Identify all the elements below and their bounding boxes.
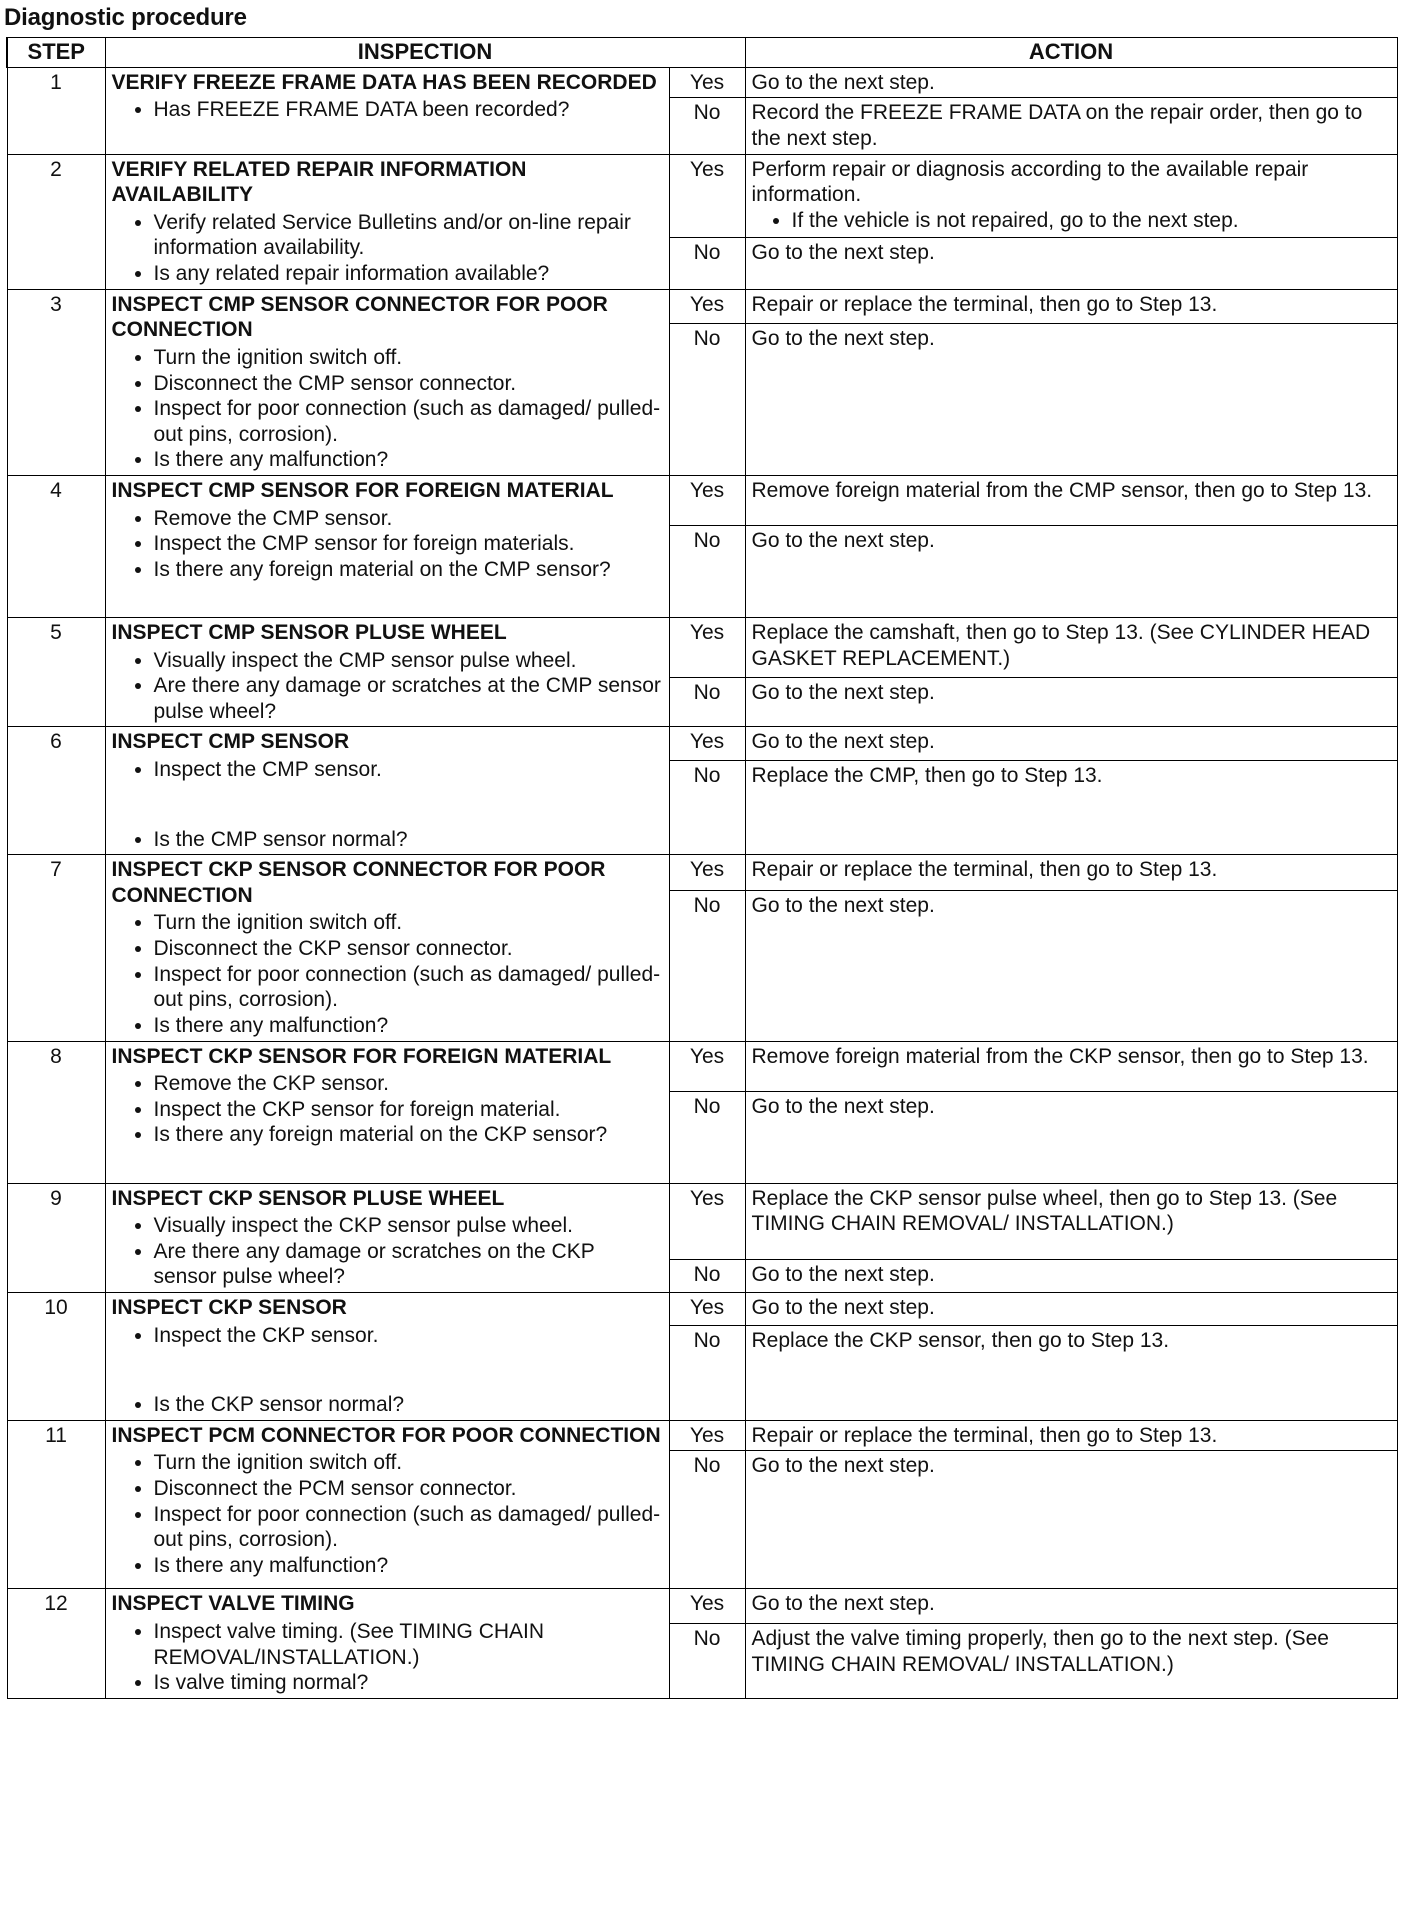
inspection-cell [105,289,669,475]
action-cell [745,98,1397,154]
action-text: Go to the next step. [751,1295,935,1319]
action-cell [745,67,1397,98]
step-number: 7 [7,855,105,1041]
step-number: 4 [7,475,105,617]
header-action: ACTION [745,38,1397,68]
inspection-bullet: • Disconnect the CMP sensor connector. [154,371,663,397]
action-cell [745,289,1397,323]
inspection-bullet: • Inspect the CKP sensor for foreign material. [154,1097,663,1123]
inspection-bullet: • Remove the CKP sensor. [154,1071,663,1097]
inspection-cell [105,1183,669,1292]
table-row [7,1589,1397,1624]
action-cell [745,323,1397,475]
inspection-bullet: • Inspect the CMP sensor. [154,757,663,783]
action-text: Go to the next step. [751,1592,935,1616]
action-text: Record the FREEZE FRAME DATA on the repair order, then go to the next step. [751,101,1363,151]
inspection-bullet: • Turn the ignition switch off. [154,1450,663,1476]
step-number: 8 [7,1041,105,1183]
inspection-bullets [112,1619,663,1696]
answer-yes: Yes [669,1183,745,1260]
action-text: Go to the next step. [751,70,935,94]
inspection-bullet: • Is there any malfunction? [154,1553,663,1579]
action-text: Replace the camshaft, then go to Step 13. (See CYLINDER HEAD GASKET REPLACEMENT.) [751,620,1371,670]
inspection-bullets [112,210,663,287]
step-number: 6 [7,727,105,855]
action-cell [745,1041,1397,1091]
action-cell [745,1451,1397,1589]
inspection-bullet: • Is there any foreign material on the CMP sensor? [154,557,663,583]
action-cell [745,617,1397,677]
inspection-title: INSPECT VALVE TIMING [111,1592,355,1616]
inspection-bullets [112,506,663,583]
answer-yes: Yes [669,1420,745,1451]
action-text: Repair or replace the terminal, then go to Step 13. [751,858,1218,882]
step-number: 9 [7,1183,105,1292]
action-text: Repair or replace the terminal, then go to Step 13. [751,292,1218,316]
answer-no: No [669,760,745,854]
header-inspection: INSPECTION [105,38,745,68]
action-cell [745,1624,1397,1699]
answer-no: No [669,1451,745,1589]
inspection-title: VERIFY FREEZE FRAME DATA HAS BEEN RECORDED [111,70,657,94]
table-row [7,289,1397,323]
answer-yes: Yes [669,67,745,98]
action-text: Go to the next step. [751,893,935,917]
inspection-title: INSPECT CMP SENSOR FOR FOREIGN MATERIAL [111,478,614,502]
step-number: 2 [7,154,105,289]
inspection-cell [105,727,669,855]
inspection-cell [105,855,669,1041]
action-cell [745,1420,1397,1451]
answer-no: No [669,525,745,617]
answer-yes: Yes [669,855,745,890]
header-step: STEP [7,38,105,68]
inspection-title: INSPECT CMP SENSOR [111,730,350,754]
inspection-cell [105,617,669,726]
inspection-bullets [112,648,663,725]
answer-yes: Yes [669,617,745,677]
answer-no: No [669,1260,745,1293]
action-text: Perform repair or diagnosis according to the available repair information. [751,157,1309,207]
inspection-bullet: • Is the CMP sensor normal? [154,827,663,853]
action-text: Go to the next step. [751,528,935,552]
inspection-bullet: • Remove the CMP sensor. [154,506,663,532]
inspection-bullet: • Turn the ignition switch off. [154,345,663,371]
inspection-bullet: • Inspect for poor connection (such as damaged/ pulled-out pins, corrosion). [154,1502,663,1553]
inspection-title: VERIFY RELATED REPAIR INFORMATION AVAILABILITY [111,157,527,207]
action-text: Remove foreign material from the CKP sensor, then go to Step 13. [751,1044,1369,1068]
inspection-cell [105,154,669,289]
table-row [7,617,1397,677]
inspection-bullet: • Inspect for poor connection (such as damaged/ pulled-out pins, corrosion). [154,396,663,447]
action-cell [745,855,1397,890]
inspection-bullet: • Turn the ignition switch off. [154,910,663,936]
procedure-rows [7,67,1397,1698]
inspection-bullet: • Inspect the CKP sensor. [154,1323,663,1349]
inspection-bullet: • Visually inspect the CMP sensor pulse wheel. [154,648,663,674]
step-number: 12 [7,1589,105,1698]
inspection-bullet: • Disconnect the CKP sensor connector. [154,936,663,962]
inspection-cell [105,67,669,154]
action-cell [745,1260,1397,1293]
answer-yes: Yes [669,1292,745,1326]
answer-yes: Yes [669,1041,745,1091]
inspection-bullet: • Inspect valve timing. (See TIMING CHAIN REMOVAL/INSTALLATION.) [154,1619,663,1670]
action-cell [745,1589,1397,1624]
inspection-bullet: • Are there any damage or scratches at the CMP sensor pulse wheel? [154,673,663,724]
step-number: 11 [7,1420,105,1589]
inspection-title: INSPECT CKP SENSOR CONNECTOR FOR POOR CONNECTION [111,858,606,907]
action-text: Go to the next step. [751,1263,935,1287]
diagnostic-procedure-table [6,37,1398,1699]
table-row [7,67,1397,98]
action-cell [745,525,1397,617]
step-number: 5 [7,617,105,726]
action-text: Go to the next step. [751,1454,935,1478]
inspection-cell [105,1589,669,1698]
inspection-bullet: • Are there any damage or scratches on the CKP sensor pulse wheel? [154,1239,663,1290]
inspection-bullet: • Is the CKP sensor normal? [154,1392,663,1418]
step-number: 10 [7,1292,105,1420]
inspection-cell [105,1420,669,1589]
inspection-bullet: • Is any related repair information available? [154,261,663,287]
answer-yes: Yes [669,1589,745,1624]
inspection-title: INSPECT CMP SENSOR CONNECTOR FOR POOR CONNECTION [111,292,608,342]
inspection-title: INSPECT CMP SENSOR PLUSE WHEEL [111,620,507,644]
inspection-bullet: • Visually inspect the CKP sensor pulse wheel. [154,1213,663,1239]
inspection-title: INSPECT CKP SENSOR [111,1295,347,1319]
answer-no: No [669,890,745,1041]
inspection-bullets [112,1450,663,1578]
inspection-bullets [112,757,663,852]
answer-yes: Yes [669,289,745,323]
table-row [7,1420,1397,1451]
action-cell [745,154,1397,238]
table-row [7,1292,1397,1326]
action-bullets [752,208,1391,234]
answer-no: No [669,1624,745,1699]
inspection-bullets [112,1323,663,1418]
inspection-cell [105,1292,669,1420]
action-bullet: • If the vehicle is not repaired, go to the next step. [792,208,1391,234]
inspection-bullets [112,345,663,473]
step-number: 3 [7,289,105,475]
inspection-bullet: • Is there any malfunction? [154,447,663,473]
inspection-bullet: • Is there any foreign material on the CKP sensor? [154,1122,663,1148]
inspection-title: INSPECT CKP SENSOR PLUSE WHEEL [111,1186,505,1210]
table-row [7,1183,1397,1260]
action-cell [745,1326,1397,1420]
table-row [7,154,1397,238]
inspection-bullets [112,1213,663,1290]
page-title: Diagnostic procedure [4,4,247,31]
inspection-bullet: • Verify related Service Bulletins and/or on-line repair information availability. [154,210,663,261]
inspection-bullets [112,1071,663,1148]
action-text: Go to the next step. [751,1094,935,1118]
header-row [7,38,1397,68]
action-cell [745,1091,1397,1183]
inspection-cell [105,475,669,617]
action-text: Go to the next step. [751,326,935,350]
action-cell [745,1183,1397,1260]
answer-no: No [669,323,745,475]
action-text: Repair or replace the terminal, then go to Step 13. [751,1423,1218,1447]
action-cell [745,727,1397,761]
action-cell [745,238,1397,289]
inspection-bullet: • Is valve timing normal? [154,1670,663,1696]
answer-no: No [669,678,745,727]
action-cell [745,890,1397,1041]
inspection-bullet: • Inspect the CMP sensor for foreign materials. [154,531,663,557]
answer-no: No [669,238,745,289]
inspection-title: INSPECT CKP SENSOR FOR FOREIGN MATERIAL [111,1044,612,1068]
action-text: Replace the CKP sensor pulse wheel, then go to Step 13. (See TIMING CHAIN REMOVAL/ INSTALLATION.) [751,1186,1338,1236]
action-cell [745,760,1397,854]
action-text: Replace the CKP sensor, then go to Step 13. [751,1329,1170,1353]
answer-yes: Yes [669,154,745,238]
inspection-bullet: • Is there any malfunction? [154,1013,663,1039]
answer-no: No [669,98,745,154]
table-row [7,1041,1397,1091]
table-row [7,727,1397,761]
action-cell [745,1292,1397,1326]
inspection-cell [105,1041,669,1183]
step-number: 1 [7,67,105,154]
answer-yes: Yes [669,727,745,761]
action-text: Go to the next step. [751,241,935,265]
action-text: Adjust the valve timing properly, then go to the next step. (See TIMING CHAIN REMOVAL/ INSTALLATION.) [751,1627,1329,1676]
inspection-title: INSPECT PCM CONNECTOR FOR POOR CONNECTION [111,1423,661,1447]
inspection-bullets [112,97,663,123]
answer-no: No [669,1326,745,1420]
action-cell [745,678,1397,727]
answer-yes: Yes [669,475,745,525]
action-text: Replace the CMP, then go to Step 13. [751,763,1103,787]
action-text: Go to the next step. [751,681,935,705]
inspection-bullets [112,910,663,1038]
inspection-bullet: • Inspect for poor connection (such as damaged/ pulled-out pins, corrosion). [154,962,663,1013]
inspection-bullet: • Disconnect the PCM sensor connector. [154,1476,663,1502]
answer-no: No [669,1091,745,1183]
action-text: Go to the next step. [751,730,935,754]
action-text: Remove foreign material from the CMP sensor, then go to Step 13. [751,478,1373,502]
table-row [7,855,1397,890]
table-row [7,475,1397,525]
inspection-bullet: • Has FREEZE FRAME DATA been recorded? [154,97,663,123]
action-cell [745,475,1397,525]
